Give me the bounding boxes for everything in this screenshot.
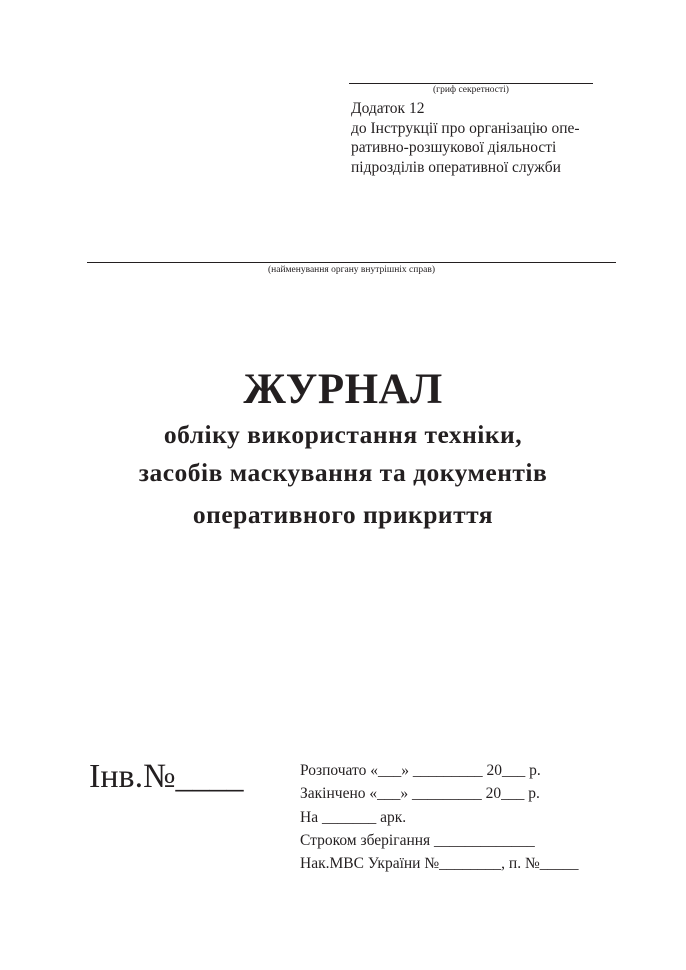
title-subtitle-line: оперативного прикриття xyxy=(192,500,494,529)
page-title: ЖУРНАЛ xyxy=(243,366,443,413)
sheet-count-field: На _______ арк. xyxy=(300,808,407,826)
order-reference-field: Нак.МВС України №________, п. №_____ xyxy=(300,855,579,873)
annex-line: ративно-розшукової діяльності xyxy=(351,139,557,156)
inventory-number: Інв.№____ xyxy=(89,758,244,795)
finished-date-field: Закінчено «___» _________ 20___ р. xyxy=(300,785,540,803)
authority-name-caption: (найменування органу внутрішніх справ) xyxy=(268,265,435,275)
document-title xyxy=(0,364,686,534)
annex-reference xyxy=(351,99,611,177)
secrecy-stamp-caption: (гриф секретності) xyxy=(433,85,509,95)
retention-period-field: Строком зберігання _____________ xyxy=(300,831,535,849)
title-subtitle-line: засобів маскування та документів xyxy=(138,458,548,487)
annex-number: Додаток 12 xyxy=(351,100,425,117)
registration-fields xyxy=(300,759,620,875)
title-subtitle-line: обліку використання техніки, xyxy=(163,420,523,449)
authority-name-line xyxy=(87,262,616,263)
annex-line: підрозділів оперативної служби xyxy=(351,158,561,176)
annex-line: до Інструкції про організацію опе- xyxy=(351,119,580,137)
started-date-field: Розпочато «___» _________ 20___ р. xyxy=(300,762,541,779)
